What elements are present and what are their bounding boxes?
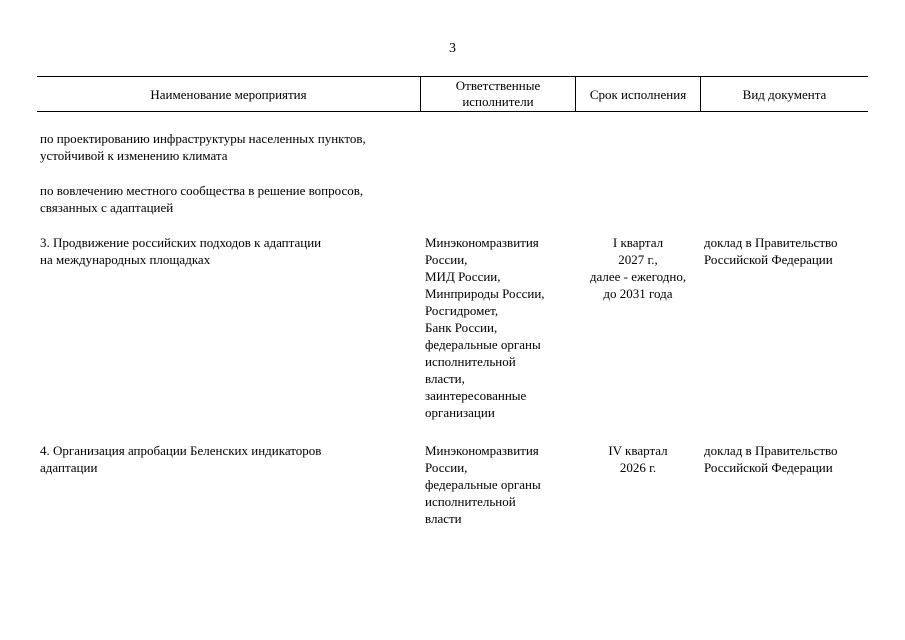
header-activity-label: Наименование мероприятия	[150, 86, 307, 102]
continuation-item: по вовлечению местного сообщества в решение вопросов, связанных с адаптацией	[40, 183, 364, 215]
table-header-bottom-rule	[37, 111, 868, 112]
header-activity	[37, 77, 420, 111]
header-responsible	[421, 77, 575, 111]
row-deadline: I квартал 2027 г., далее - ежегодно, до 2031 года	[589, 235, 687, 301]
header-responsible-label: Ответственные исполнители	[455, 78, 541, 109]
row-activity: 3. Продвижение российских подходов к адаптации на международных площадках	[40, 235, 322, 267]
header-deadline	[576, 77, 700, 111]
continuation-item: по проектированию инфраструктуры населенных пунктов, устойчивой к изменению климата	[40, 131, 366, 163]
row-responsible: Минэкономразвития России, МИД России, Минприроды России, Росгидромет, Банк России, федеральные органы исполнительной власти, заинтересованные организации	[425, 235, 545, 420]
row-document-type: доклад в Правительство Российской Федерации	[704, 235, 838, 267]
row-document-type: доклад в Правительство Российской Федерации	[704, 443, 838, 475]
header-document-type	[701, 77, 868, 111]
row-activity: 4. Организация апробации Беленских индикаторов адаптации	[40, 443, 322, 475]
header-deadline-label: Срок исполнения	[589, 86, 687, 102]
row-deadline: IV квартал 2026 г.	[608, 443, 668, 475]
page-number: 3	[449, 41, 456, 56]
header-document-type-label: Вид документа	[742, 86, 827, 102]
row-responsible: Минэкономразвития России, федеральные органы исполнительной власти	[425, 443, 541, 526]
